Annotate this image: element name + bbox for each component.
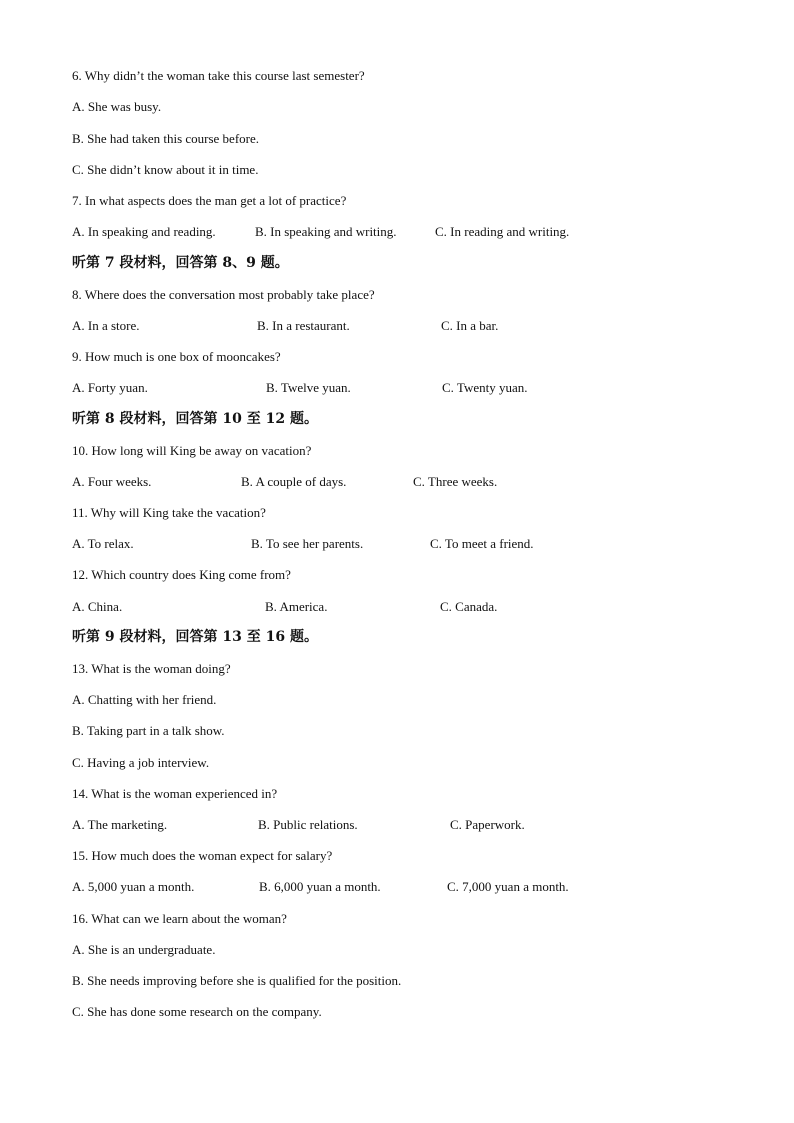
option-14a: A. The marketing.: [72, 817, 168, 832]
option-13b: B. Taking part in a talk show.: [72, 723, 225, 738]
option-11c: C. To meet a friend.: [430, 536, 534, 551]
question-15: 15. How much does the woman expect for salary?: [72, 848, 333, 863]
option-10b: B. A couple of days.: [241, 474, 347, 489]
question-16: 16. What can we learn about the woman?: [72, 911, 287, 926]
option-13c: C. Having a job interview.: [72, 755, 210, 770]
section-heading-9: 听第 9 段材料，回答第 13 至 16 题。: [72, 629, 318, 645]
question-12: 12. Which country does King come from?: [72, 567, 291, 582]
option-6a: A. She was busy.: [72, 99, 162, 114]
option-15b: B. 6,000 yuan a month.: [259, 879, 381, 894]
option-14b: B. Public relations.: [258, 817, 358, 832]
question-14: 14. What is the woman experienced in?: [72, 786, 278, 801]
question-6: 6. Why didn’t the woman take this course last semester?: [72, 68, 365, 83]
option-12b: B. America.: [265, 599, 328, 614]
option-7b: B. In speaking and writing.: [255, 224, 397, 239]
question-10: 10. How long will King be away on vacation?: [72, 443, 312, 458]
option-10a: A. Four weeks.: [72, 474, 152, 489]
option-15a: A. 5,000 yuan a month.: [72, 879, 195, 894]
option-7a: A. In speaking and reading.: [72, 224, 216, 239]
option-16a: A. She is an undergraduate.: [72, 942, 216, 957]
section-heading-8: 听第 8 段材料，回答第 10 至 12 题。: [72, 411, 318, 427]
question-8: 8. Where does the conversation most probably take place?: [72, 287, 375, 302]
option-14c: C. Paperwork.: [450, 817, 525, 832]
option-11a: A. To relax.: [72, 536, 134, 551]
option-6c: C. She didn’t know about it in time.: [72, 162, 259, 177]
option-10c: C. Three weeks.: [413, 474, 498, 489]
option-8b: B. In a restaurant.: [257, 318, 350, 333]
option-11b: B. To see her parents.: [251, 536, 364, 551]
option-9a: A. Forty yuan.: [72, 380, 148, 395]
option-16c: C. She has done some research on the company.: [72, 1004, 322, 1019]
option-7c: C. In reading and writing.: [435, 224, 570, 239]
question-13: 13. What is the woman doing?: [72, 661, 231, 676]
question-11: 11. Why will King take the vacation?: [72, 505, 266, 520]
option-9c: C. Twenty yuan.: [442, 380, 528, 395]
option-12a: A. China.: [72, 599, 123, 614]
option-8c: C. In a bar.: [441, 318, 499, 333]
question-7: 7. In what aspects does the man get a lot of practice?: [72, 193, 347, 208]
option-12c: C. Canada.: [440, 599, 498, 614]
option-6b: B. She had taken this course before.: [72, 131, 260, 146]
option-13a: A. Chatting with her friend.: [72, 692, 217, 707]
option-15c: C. 7,000 yuan a month.: [447, 879, 569, 894]
option-9b: B. Twelve yuan.: [266, 380, 351, 395]
option-16b: B. She needs improving before she is qualified for the position.: [72, 973, 402, 988]
question-9: 9. How much is one box of mooncakes?: [72, 349, 281, 364]
option-8a: A. In a store.: [72, 318, 140, 333]
section-heading-7: 听第 7 段材料，回答第 8、9 题。: [72, 255, 289, 271]
